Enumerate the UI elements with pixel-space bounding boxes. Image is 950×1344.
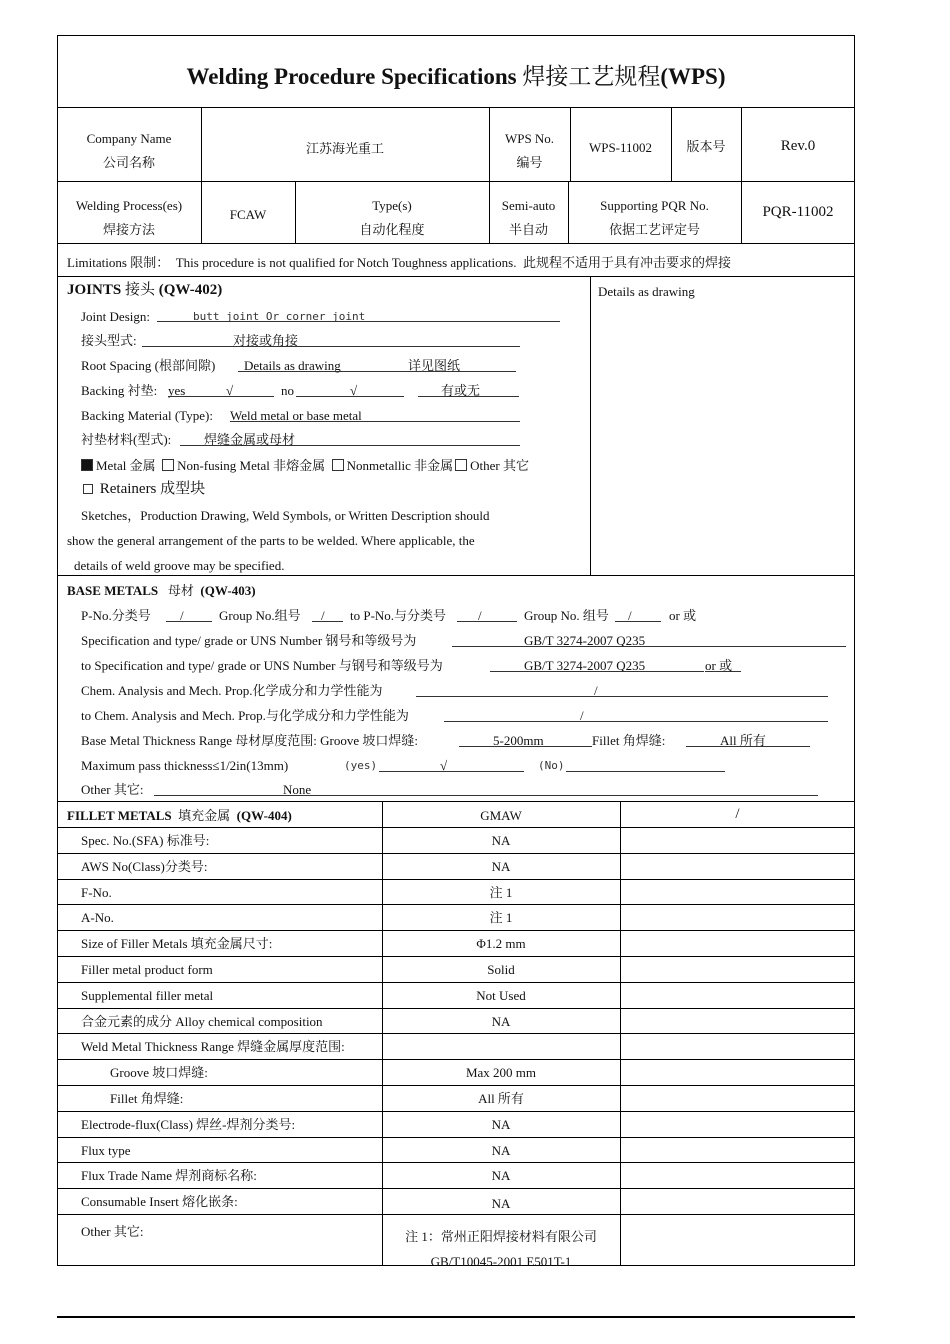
filler-row-divider	[57, 827, 855, 828]
to-spec-underline	[490, 671, 704, 672]
backing-material-cn-value: 焊缝金属或母材	[204, 432, 296, 447]
pqr-label-en: Supporting PQR No.	[600, 198, 709, 213]
filler-row-divider	[57, 1033, 855, 1034]
row-divider	[57, 575, 855, 576]
to-pno-label: to P-No.与分类号	[350, 608, 447, 623]
spec-value: GB/T 3274-2007 Q235	[524, 633, 646, 648]
thickness-groove-value: 5-200mm	[493, 733, 544, 748]
nonfusing-option-label: Non-fusing Metal 非熔金属	[177, 458, 326, 473]
filler-other-note-line2: GB/T10045-2001 E501T-1	[430, 1254, 572, 1269]
joints-heading-en: JOINTS	[67, 282, 122, 298]
filler-row-divider	[57, 930, 855, 931]
pno-value: /	[180, 608, 184, 623]
type-label-en: Type(s)	[372, 198, 412, 213]
filler-row-label: Weld Metal Thickness Range 焊缝金属厚度范围:	[81, 1039, 345, 1055]
base-metals-heading-cn: 母材	[167, 583, 194, 598]
to-spec-label: to Specification and type/ grade or UNS Number 与钢号和等级号为	[81, 658, 443, 673]
version-label: 版本号	[686, 139, 726, 154]
sketch-note-line3: details of weld groove may be specified.	[74, 558, 285, 573]
filler-row-value: 注 1	[489, 884, 513, 900]
to-chem-underline	[444, 721, 828, 722]
filler-row-divider	[57, 853, 855, 854]
backing-no-underline	[296, 396, 404, 397]
filler-row-label: A-No.	[81, 910, 114, 926]
filler-row-value: Max 200 mm	[465, 1065, 537, 1081]
nonfusing-checkbox	[162, 459, 174, 471]
chem-underline	[416, 696, 828, 697]
backing-yes-underline	[168, 396, 274, 397]
type-value-cn: 半自动	[508, 222, 548, 237]
title-cn: 焊接工艺规程	[522, 64, 661, 89]
other-checkbox	[455, 459, 467, 471]
sketch-note-line2: show the general arrangement of the parts to be welded. Where applicable, the	[67, 533, 475, 548]
company-label	[57, 127, 201, 175]
backing-yes: yes	[168, 383, 186, 398]
to-spec-value: GB/T 3274-2007 Q235	[524, 658, 646, 673]
filler-row-label: Supplemental filler metal	[81, 987, 214, 1003]
joint-type-underline	[142, 346, 520, 347]
version-value: Rev.0	[780, 138, 816, 154]
filler-row-value: 注 1	[489, 910, 513, 926]
filler-row-divider	[57, 904, 855, 905]
filler-row-value: NA	[491, 1013, 511, 1029]
filler-row-value: NA	[491, 858, 511, 874]
max-pass-yes-underline	[379, 771, 524, 772]
company-label-cn: 公司名称	[102, 155, 155, 170]
limitations-row	[67, 255, 731, 271]
process-value: FCAW	[229, 207, 267, 222]
joints-details-right: Details as drawing	[598, 284, 695, 299]
nonmetallic-option-label: Nonmetallic 非金属	[346, 458, 454, 473]
backing-no: no	[281, 383, 294, 398]
filler-row-label: Groove 坡口焊缝:	[110, 1065, 208, 1081]
title-en: Welding Procedure Specifications	[186, 64, 517, 89]
pqr-label	[568, 194, 741, 242]
root-spacing-value: Details as drawing	[244, 358, 341, 373]
filler-row-divider	[57, 1162, 855, 1163]
max-pass-no-underline	[566, 771, 725, 772]
filler-heading	[67, 808, 292, 824]
material-options-row	[81, 458, 529, 474]
thickness-fillet-value: All 所有	[720, 733, 766, 748]
sketch-note-line1: Sketches，Production Drawing, Weld Symbols, or Written Description should	[81, 508, 490, 523]
filler-row-label: Electrode-flux(Class) 焊丝-焊剂分类号:	[81, 1116, 296, 1132]
base-other-underline	[154, 795, 818, 796]
wps-no-value: WPS-11002	[588, 140, 653, 155]
company-label-en: Company Name	[86, 131, 172, 146]
pno-underline	[166, 621, 212, 622]
type-label	[295, 194, 489, 242]
joint-type-label: 接头型式:	[81, 333, 137, 348]
wps-no-label-cn: 编号	[516, 155, 543, 170]
filler-heading-cn: 填充金属	[178, 808, 231, 823]
filler-row-label: F-No.	[81, 884, 112, 900]
filler-row-label: AWS No(Class)分类号:	[81, 858, 208, 874]
filler-row-value: NA	[491, 833, 511, 848]
root-spacing-value-cn: 详见图纸	[408, 358, 461, 373]
filler-row-divider	[57, 956, 855, 957]
metal-option-label: Metal 金属	[96, 458, 156, 473]
retainers-checkbox	[83, 484, 93, 494]
base-metals-heading	[67, 583, 256, 599]
filler-other-note-line1: 注 1：常州正阳焊接材料有限公司	[405, 1229, 597, 1244]
backing-material-underline	[230, 421, 520, 422]
thickness-groove-underline	[459, 746, 592, 747]
type-value-en: Semi-auto	[501, 198, 556, 213]
filler-row-divider	[57, 1188, 855, 1189]
group-underline	[312, 621, 343, 622]
filler-row-divider	[57, 1008, 855, 1009]
form-title	[57, 62, 855, 92]
joints-divider	[590, 276, 591, 575]
thickness-fillet-label: Fillet 角焊缝:	[592, 733, 666, 748]
to-chem-value: /	[580, 708, 584, 723]
filler-row-label: Size of Filler Metals 填充金属尺寸:	[81, 936, 273, 952]
filler-row-label: Consumable Insert 熔化嵌条:	[81, 1194, 238, 1210]
to-spec-or-underline	[705, 671, 741, 672]
metal-checkbox	[81, 459, 93, 471]
max-pass-no: (No)	[538, 759, 565, 772]
backing-no-mark: √	[350, 383, 358, 398]
filler-row-label: Flux type	[81, 1142, 131, 1158]
to-group-underline	[615, 621, 661, 622]
wps-no-label-en: WPS No.	[504, 131, 555, 146]
filler-row-divider	[57, 982, 855, 983]
filler-row-value: NA	[491, 1116, 511, 1132]
filler-col2-header: /	[735, 806, 740, 822]
pqr-label-cn: 依据工艺评定号	[608, 222, 700, 237]
group-value: /	[321, 608, 325, 623]
to-pno-underline	[457, 621, 517, 622]
filler-row-value: NA	[491, 1142, 511, 1158]
to-group-label: Group No. 组号	[524, 608, 609, 623]
nonmetallic-checkbox	[332, 459, 344, 471]
row-divider	[57, 276, 855, 277]
type-value	[489, 194, 568, 242]
base-other-label: Other 其它:	[81, 782, 144, 797]
filler-row-divider	[57, 879, 855, 880]
thickness-fillet-underline	[686, 746, 810, 747]
thickness-label: Base Metal Thickness Range 母材厚度范围: Groove 坡口焊缝:	[81, 733, 418, 748]
spec-label: Specification and type/ grade or UNS Number 钢号和等级号为	[81, 633, 417, 648]
backing-label: Backing 衬垫:	[81, 383, 158, 398]
row-divider	[57, 107, 855, 108]
filler-row-divider	[57, 1111, 855, 1112]
row-divider	[57, 801, 855, 802]
wps-no-label	[489, 127, 570, 175]
chem-value: /	[594, 683, 598, 698]
limitations-label: Limitations 限制：	[67, 255, 170, 270]
filler-row-value: Solid	[487, 962, 515, 977]
type-label-cn: 自动化程度	[359, 222, 425, 237]
company-value: 江苏海光重工	[305, 141, 384, 156]
backing-material-cn-label: 衬垫材料(型式):	[81, 432, 172, 447]
backing-material-label: Backing Material (Type):	[81, 408, 213, 423]
retainers-label: Retainers 成型块	[99, 481, 206, 497]
backing-note-underline	[418, 396, 519, 397]
filler-row-label: Flux Trade Name 焊剂商标名称:	[81, 1168, 257, 1184]
root-spacing-label: Root Spacing (根部间隙)	[81, 358, 216, 373]
filler-row-divider	[57, 1214, 855, 1215]
base-other-value: None	[283, 782, 312, 797]
process-label-cn: 焊接方法	[102, 222, 155, 237]
filler-row-value: All 所有	[478, 1091, 524, 1106]
filler-row-label: 合金元素的成分 Alloy chemical composition	[81, 1013, 323, 1029]
filler-row-value: Not Used	[476, 987, 526, 1003]
or-label: or 或	[669, 608, 697, 623]
row-divider	[57, 243, 855, 244]
process-label	[57, 194, 201, 242]
filler-row-value: NA	[491, 1196, 511, 1212]
filler-heading-en: FILLET METALS	[67, 808, 172, 823]
retainers-row	[83, 481, 205, 497]
joints-heading	[67, 282, 222, 298]
backing-material-cn-underline	[180, 445, 520, 446]
filler-row-label: Filler metal product form	[81, 962, 213, 977]
chem-label: Chem. Analysis and Mech. Prop.化学成分和力学性能为	[81, 683, 383, 698]
base-metals-code: (QW-403)	[200, 583, 256, 598]
other-option-label: Other 其它	[470, 458, 529, 473]
to-pno-value: /	[478, 608, 482, 623]
pqr-value: PQR-11002	[762, 204, 834, 220]
col-divider	[741, 107, 742, 243]
page-bottom-rule	[57, 1316, 855, 1318]
joints-heading-cn: 接头	[124, 282, 155, 298]
to-chem-label: to Chem. Analysis and Mech. Prop.与化学成分和力学性能为	[81, 708, 409, 723]
row-divider	[57, 181, 855, 182]
process-label-en: Welding Process(es)	[75, 198, 183, 213]
filler-row-label: Fillet 角焊缝:	[110, 1091, 184, 1106]
filler-row-label: Spec. No.(SFA) 标准号:	[81, 833, 210, 848]
joint-design-value: butt joint Or corner joint	[193, 310, 366, 323]
max-pass-yes-mark: √	[440, 758, 448, 773]
filler-other-label: Other 其它:	[81, 1224, 144, 1239]
title-abbr: (WPS)	[660, 64, 726, 89]
filler-code: (QW-404)	[236, 808, 292, 823]
filler-row-divider	[57, 1059, 855, 1060]
spec-underline	[452, 646, 846, 647]
base-metals-heading-en: BASE METALS	[67, 583, 159, 598]
joint-design-underline	[157, 321, 560, 322]
joint-type-value: 对接或角接	[233, 333, 299, 348]
max-pass-yes: (yes)	[344, 759, 378, 772]
backing-note: 有或无	[441, 383, 481, 398]
filler-row-value: NA	[491, 1168, 511, 1184]
pno-label: P-No.分类号	[81, 608, 151, 623]
backing-yes-mark: √	[226, 383, 234, 398]
filler-row-divider	[57, 1137, 855, 1138]
joints-code: (QW-402)	[158, 282, 223, 298]
limitations-text-en: This procedure is not qualified for Notch Toughness applications.	[175, 255, 517, 270]
limitations-text-cn: 此规程不适用于具有冲击要求的焊接	[522, 255, 731, 270]
root-spacing-underline	[238, 371, 516, 372]
joint-design-label: Joint Design:	[81, 309, 150, 324]
to-spec-or: or 或	[705, 658, 733, 673]
max-pass-label: Maximum pass thickness≤1/2in(13mm)	[81, 758, 289, 773]
backing-material-value: Weld metal or base metal	[230, 408, 362, 423]
filler-col1-header: GMAW	[480, 808, 522, 823]
group-label: Group No.组号	[219, 608, 301, 623]
to-group-value: /	[628, 608, 632, 623]
filler-row-value: Φ1.2 mm	[476, 936, 526, 952]
filler-other-note	[382, 1224, 620, 1274]
filler-row-divider	[57, 1085, 855, 1086]
